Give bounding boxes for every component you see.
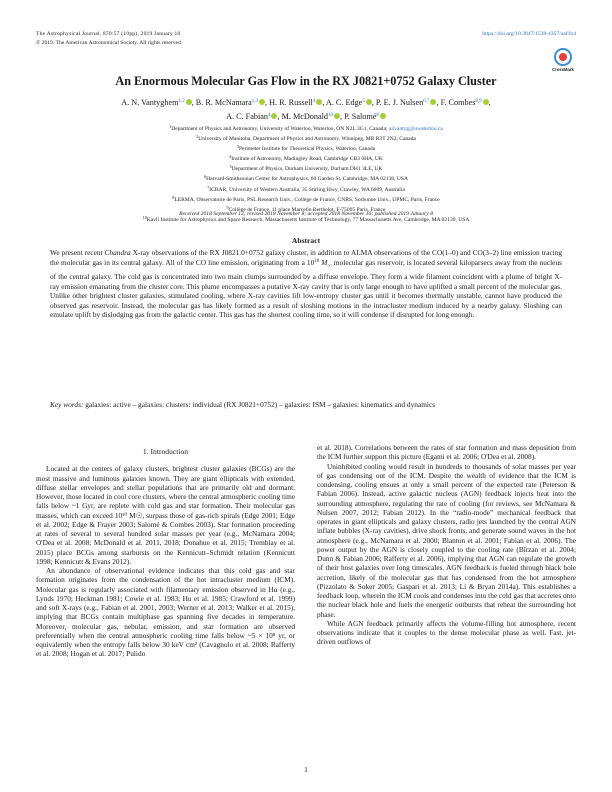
copyright-notice: © 2019. The American Astronomical Society. All rights reserved.	[36, 40, 183, 46]
running-header	[36, 30, 576, 52]
affiliation-line	[40, 163, 572, 173]
orcid-icon[interactable]	[366, 99, 372, 105]
affiliation-number: 5	[229, 164, 232, 170]
crossmark-badge[interactable]	[550, 48, 576, 72]
author-affiliation-mark[interactable]: 1,3	[251, 99, 258, 104]
intro-paragraph-1: Located at the centers of galaxy clusters, brightest cluster galaxies (BCGs) are the most massive and luminous galaxies known. They are giant ellipticals with extended, diffuse stellar envelopes and stellar populations that are primarily old and dormant. However, those located in cool core clusters, where the central atmospheric cooling time falls below ~1 Gyr, are replete with cold gas and star formation. Their molecular gas masses, which can exceed 10¹⁰ M☉, surpass those of gas-rich spirals (Edge 2001; Edge et al. 2002; Edge & Frayer 2003; Salomé & Combes 2003). Star formation proceeding at rates of several to several hundred solar masses per year (e.g., McNamara 2004; O'Dea et al. 2008; McDonald et al. 2011, 2018; Donahue et al. 2015; Tremblay et al. 2015) place BCGs among starbursts on the Kennicutt–Schmidt relation (Kennicutt 1998; Kennicutt & Evans 2012).	[36, 464, 295, 566]
affiliation-number: 6	[204, 174, 207, 180]
affiliation-number: 1	[169, 124, 172, 129]
affiliation-text: Perimeter Institute for Theoretical Physics, Waterloo, Canada	[238, 146, 376, 153]
author-affiliation-mark[interactable]: 4	[312, 99, 316, 104]
author-affiliation-mark[interactable]: 10	[327, 113, 333, 118]
paper-title: An Enormous Molecular Gas Flow in the RX J0821+0752 Galaxy Cluster	[115, 74, 497, 88]
author-affiliation-mark[interactable]: 5	[362, 99, 365, 104]
abstract-heading: Abstract	[291, 236, 321, 245]
solar-mass-symbol: M	[321, 258, 328, 268]
section-heading-introduction: 1. Introduction	[142, 447, 189, 456]
author-affiliation-mark[interactable]: 1,2	[178, 99, 185, 104]
author	[441, 98, 489, 107]
journal-citation: The Astrophysical Journal, 870:57 (10pp), 2019 January 10	[36, 31, 181, 37]
affiliation-number: 10	[142, 214, 147, 220]
author	[226, 112, 277, 121]
affiliation-number: 3	[236, 144, 239, 150]
orcid-icon[interactable]	[186, 99, 192, 105]
affiliation-line	[40, 133, 572, 143]
intro-paragraph-2: An abundance of observational evidence indicates that this cold gas and star formation originates from the condensation of the hot intracluster medium (ICM). Molecular gas is regularly associated with filamentary emission observed in Hα (e.g., Lynds 1970; Heckman 1981; Cowie et al. 1983; Hu et al. 1985; Crawford et al. 1999) and soft X-rays (e.g., Fabian et al. 2001, 2003; Werner et al. 2013; Walker et al. 2015), implying that BCGs contain multiphase gas spanning five decades in temperature. Moreover, molecular gas, nebular, emission, and star formation are observed preferentially when the central atmospheric cooling time falls below ~5 × 10⁸ yr, or equivalently when the entropy falls below 30 keV cm² (Cavagnolo et al. 2008; Rafferty et al. 2008; Hogan et al. 2017; Pulido	[36, 566, 295, 659]
affiliations	[40, 123, 572, 224]
orcid-icon[interactable]	[483, 99, 489, 105]
affiliation-text: University of Manitoba, Department of Physics and Astronomy, Winnipeg, MB R3T 2N2, Canada	[198, 136, 416, 143]
orcid-icon[interactable]	[380, 113, 386, 119]
orcid-icon[interactable]	[259, 99, 265, 105]
intro-paragraph-3: Uninhibited cooling would result in hundreds to thousands of solar masses per year of gas condensing out of the ICM. Despite the wealth of evidence that the ICM is condensing, cooling ensues at only a small percent of the expected rate (Peterson & Fabian 2006). Instead, active galactic nucleus (AGN) feedback injects heat into the surrounding atmosphere, regulating the rate of cooling (for reviews, see McNamara & Nulsen 2007, 2012; Fabian 2012). In the “radio-mode” mechanical feedback that operates in giant ellipticals and galaxy clusters, radio jets launched by the central AGN inflate bubbles (X-ray cavities), drive shock fronts, and generate sound waves in the hot atmosphere (e.g., McNamara et al. 2000; Blanton et al. 2001; Fabian et al. 2006). The power output by the AGN is closely coupled to the cooling rate (Bîrzan et al. 2004; Dunn & Fabian 2006; Rafferty et al. 2006), implying that AGN can regulate the growth of their host galaxies over long timescales. AGN feedback is fueled through black hole accretion, likely of the molecular gas that has condensed from the hot atmosphere (Pizzolato & Soker 2005; Gaspari et al. 2013; Li & Bryan 2014a). This establishes a feedback loop, wherein the ICM cools and condenses into the cold gas that accretes onto the nuclear black hole and fuels the energetic outbursts that reheat the surrounding hot phase.	[317, 461, 576, 619]
affiliation-number: 8	[172, 194, 175, 200]
abstract-text-3: molecular gas reservoir, is located several kiloparsecs away from the nucleus of the central galaxy. The cold gas is concentrated into two main clumps surrounded by a diffuse envelope. They form a wide filament coincident with a plume of bright X-ray emission emanating from the cluster core. This plume encompasses a putative X-ray cavity that is only large enough to have uplifted a small percent of the molecular gas. Unlike other brightest cluster galaxies, stimulated cooling, where X-ray cavities lift low-entropy cluster gas until it becomes thermally unstable, cannot have produced the observed gas reservoir. Instead, the molecular gas has likely formed as a result of sloshing motions in the intracluster medium induced by a nearby galaxy. Sloshing can emulate uplift by dislodging gas from the galactic center. This gas has the shortest cooling time, so it will condense if disrupted for long enough.	[50, 258, 562, 319]
author-name: P. Salomé	[344, 112, 377, 121]
author-affiliation-mark[interactable]: 8	[376, 113, 379, 118]
abstract-text-2: X-ray observations of the RX J0821.0+0752 galaxy cluster, in addition to ALMA observations of the CO(1–0) and CO(3–2) line emission tracing the molecular gas in its central galaxy. All of the CO line emission, originating from a 10	[50, 248, 563, 268]
author-name: A. N. Vantyghem	[121, 98, 179, 107]
author-name: F. Combes	[440, 98, 476, 107]
author-name: P. E. J. Nulsen	[375, 98, 424, 107]
author-name: A. C. Edge	[325, 98, 363, 107]
author	[344, 112, 386, 121]
author	[326, 98, 372, 107]
affiliation-line	[40, 143, 572, 153]
email-link[interactable]: a2vantyg@uwaterloo.ca	[387, 126, 443, 132]
affiliation-text: Institute of Astronomy, Madingley Road, Cambridge CB3 0HA, UK	[231, 156, 383, 163]
author-line-1: A. N. Vantyghem$^{1,2}$ , B. R. McNamara$^{1,3}$ , H. R. Russell$^4$ , A. C. Edge$^5$ , P. E. J. Nulsen$^{6,7}$ , F. Combes$^{8,9}$ ,	[121, 98, 491, 107]
author	[376, 98, 437, 107]
intro-paragraph-4: While AGN feedback primarily affects the volume-filling hot atmosphere, recent observations indicate that it couples to the dense molecular phase as well. Fast, jet-driven outflows of	[317, 618, 576, 647]
affiliation-line	[40, 153, 572, 163]
orcid-icon[interactable]	[334, 113, 340, 119]
author-name: B. R. McNamara	[195, 98, 252, 107]
right-column	[317, 443, 576, 647]
author-affiliation-mark[interactable]: 8,9	[475, 99, 482, 104]
affiliation-text: Collège de France, 11 place Marcelin Berthelot, F-75005 Paris, France	[228, 206, 386, 213]
intro-paragraph-2-continued: et al. 2018). Correlations between the rates of star formation and mass deposition from the ICM further support this picture (Egami et al. 2006; O'Dea et al. 2008).	[317, 443, 576, 462]
affiliation-text: Kavli Institute for Astrophysics and Space Research, Massachusetts Institute of Technology, 77 Massachusetts Ave, Cambridge, MA 02139, USA	[146, 216, 470, 223]
keywords	[50, 400, 562, 409]
affiliation-number: 4	[229, 154, 232, 160]
author-name: H. R. Russell	[269, 98, 313, 107]
author-affiliation-mark[interactable]: 6,7	[423, 99, 430, 104]
author-affiliation-mark[interactable]: 4	[267, 113, 271, 118]
page-number: 1	[304, 765, 308, 774]
crossmark-label: CrossMark	[552, 67, 574, 72]
affiliation-line	[40, 194, 572, 204]
affiliation-line	[40, 173, 572, 183]
orcid-icon[interactable]	[430, 99, 436, 105]
affiliation-text: Department of Physics, Durham University, Durham DH1 3LE, UK	[231, 166, 383, 173]
affiliation-text: Harvard-Smithsonian Center for Astrophysics, 60 Garden St. Cambridge, MA 02138, USA	[206, 176, 408, 183]
author	[121, 98, 191, 107]
affiliation-text: Department of Physics and Astronomy, University of Waterloo, Waterloo, ON N2L 3G1, Canada;	[171, 126, 388, 132]
doi-link[interactable]: https://doi.org/10.3847/1538-4357/aaf1b4	[482, 31, 576, 37]
author-line-2: A. C. Fabian$^4$ , M. McDonald$^{10}$ , P. Salomé$^8$	[40, 109, 572, 123]
keywords-label: Key words:	[50, 400, 84, 409]
affiliation-line	[40, 123, 572, 133]
left-column	[36, 445, 295, 659]
affiliation-number: 9	[226, 204, 229, 210]
exponent: 10	[314, 259, 320, 265]
author-list	[40, 95, 572, 123]
affiliation-number: 7	[207, 184, 210, 190]
author	[269, 98, 322, 107]
orcid-icon[interactable]	[271, 113, 277, 119]
keywords-text: galaxies: active – galaxies: clusters: individual (RX J0821+0752) – galaxies: ISM – galaxies: kinematics and dynamics	[85, 400, 436, 409]
orcid-icon[interactable]	[316, 99, 322, 105]
author-name: A. C. Fabian	[226, 112, 268, 121]
author-name: M. McDonald	[281, 112, 328, 121]
affiliation-text: ICRAR, University of Western Australia, 35 Stirling Hwy, Crawley, WA 6009, Australia	[209, 186, 405, 193]
affiliation-text: LERMA, Observatoire de Paris, PSL Research Univ., Collège de France, CNRS, Sorbonne Univ., UPMC, Paris, France	[174, 196, 440, 203]
received-dates: Received 2018 September 12; revised 2018 November 8; accepted 2018 November 16; published 2019 January 8	[179, 211, 433, 217]
author	[196, 98, 265, 107]
affiliation-number: 2	[196, 134, 199, 140]
author	[282, 112, 340, 121]
affiliation-line	[40, 184, 572, 194]
chandra-name: Chandra	[104, 248, 131, 257]
crossmark-icon	[554, 48, 572, 66]
abstract-text-1: We present recent	[50, 248, 103, 257]
abstract-body: We present recent Chandra X-ray observations of the RX J0821.0+0752 galaxy cluster, in addition to ALMA observations of the CO(1–0) and CO(3–2) line emission tracing the molecular gas in its central galaxy. All of the CO line emission, originating from a $10^{10}$ $M_☉$ molecular gas reservoir, is located several kiloparsecs away from the nucleus of the central galaxy. The cold gas is concentrated into two main clumps surrounded by a diffuse envelope. They form a wide filament coincident with a plume of bright X-ray emission emanating from the cluster core. This plume encompasses a putative X-ray cavity that is only large enough to have uplifted a small percent of the molecular gas. Unlike other brightest cluster galaxies, stimulated cooling, where X-ray cavities lift low-entropy cluster gas until it becomes thermally unstable, cannot have produced the observed gas reservoir. Instead, the molecular gas has likely formed as a result of sloshing motions in the intracluster medium induced by a nearby galaxy. Sloshing can emulate uplift by dislodging gas from the galactic center. This gas has the shortest cooling time, so it will condense if disrupted for long enough.	[50, 248, 563, 319]
